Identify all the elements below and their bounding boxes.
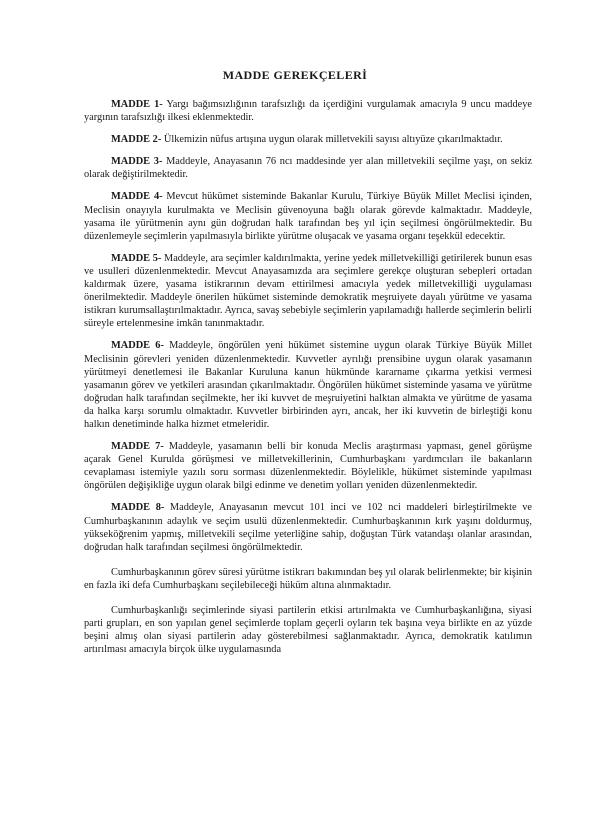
paragraph-madde-6 <box>84 339 532 431</box>
paragraph-term-limit <box>84 566 532 592</box>
page-title: MADDE GEREKÇELERİ <box>222 68 368 82</box>
paragraph-candidacy <box>84 604 532 656</box>
paragraph-madde-5 <box>84 252 532 331</box>
paragraph-label: MADDE 4- <box>111 191 163 203</box>
paragraph-label: MADDE 5- <box>111 252 162 264</box>
paragraph-label: MADDE 7- <box>111 441 164 453</box>
paragraph-madde-3 <box>84 155 532 181</box>
paragraph-label: MADDE 2- <box>111 134 162 146</box>
paragraph-text: Maddeyle, öngörülen yeni hükümet sistemine uygun olarak Türkiye Büyük Millet Meclisinin görevleri yeniden düzenlenmektedir. Kuvvetler ayrılığı prensibine uygun olarak yasamanın yürütmeyi denetlemesi ile Bakanlar Kuruluna kanun hükmünde kararname çıkarma yetkisi vermesi yasamanın görev ve yetkileri arasından çıkarılmaktadır. Öngörülen hükümet sisteminde yasama ve yürütme doğrudan halk tarafından seçilmekte, her iki kuvvet de meşruiyetini halktan almakta ve yürütme de yasama da halka karşı sorumlu olmaktadır. Kuvvetler birbirinden ayrı, ancak, her iki kuvvetin de birleştiği konu halkın denetiminde halka hizmet etmeleridir. <box>84 340 532 430</box>
paragraph-text: Maddeyle, yasamanın belli bir konuda Meclis araştırması yapması, genel görüşme açarak Genel Kurulda görüşmesi ve milletvekillerinin, Cumhurbaşkanı yardımcıları ile bakanların cevaplaması istemiyle yazılı soru sorması düzenlenmektedir. Böylelikle, hükümet sisteminde yapılması öngörülen değişikliğe uygun olarak bilgi edinme ve denetim yolları yeniden düzenlenmektedir. <box>84 441 532 492</box>
paragraph-text: Ülkemizin nüfus artışına uygun olarak milletvekili sayısı altıyüze çıkarılmaktadır. <box>161 134 503 146</box>
paragraph-text: Cumhurbaşkanının görev süresi yürütme istikrarı bakımından beş yıl olarak belirlenmekte; bir kişinin en fazla iki defa Cumhurbaşkanı seçilebileceği hüküm altına alınmaktadır. <box>84 566 532 591</box>
paragraph-label: MADDE 6- <box>111 340 164 352</box>
paragraph-madde-4 <box>84 190 532 242</box>
paragraph-madde-1 <box>84 98 532 124</box>
paragraph-text: Maddeyle, ara seçimler kaldırılmakta, yerine yedek milletvekilliği getirilerek bunun esas ve usulleri düzenlenmektedir. Mevcut Anayasamızda ara seçimlere gerekçe oluşturan sebepleri ortadan kaldırmak üzere, yasama istikrarının devam ettirilmesi amacıyla yedek milletvekilliği uygulaması önerilmektedir. Maddeyle önerilen hükümet sisteminde demokratik meşruiyete dayalı yürütme ve yasama istikrarı kurumsallaştırılmaktadır. Ayrıca, savaş sebebiyle seçimlerin yapılamadığı hallerde seçimlerin belirli süreyle ertelenmesine imkân tanınmaktadır. <box>84 252 533 330</box>
paragraph-label: MADDE 1- <box>111 99 163 110</box>
paragraph-madde-8 <box>84 501 532 553</box>
paragraph-label: MADDE 8- <box>111 502 165 514</box>
paragraph-madde-7 <box>84 440 532 492</box>
paragraph-madde-2 <box>84 133 532 146</box>
paragraph-label: MADDE 3- <box>111 156 163 168</box>
paragraph-text: Maddeyle, Anayasanın mevcut 101 inci ve 102 nci maddeleri birleştirilmekte ve Cumhurbaşkanının adaylık ve seçim usulü düzenlenmektedir. Cumhurbaşkanının kırk yaşını doldurmuş, yükseköğrenim yapmış, milletvekili seçilme yeterliğine sahip, doğuştan Türk vatandaşı olanlar arasından, doğrudan halk tarafından seçilmesi öngörülmektedir. <box>84 502 532 553</box>
paragraph-text: Cumhurbaşkanlığı seçimlerinde siyasi partilerin etkisi artırılmakta ve Cumhurbaşkanlığına, siyasi parti grupları, en son yapılan genel seçimlerde toplam geçerli oyların tek başına veya birlikte en az yüzde beşini almış olan siyasi partilerin aday gösterebilmesi sağlanmaktadır. Ayrıca, demokratik katılımın artırılması amacıyla birçok ülke uygulamasında <box>84 605 532 656</box>
paragraph-text: Maddeyle, Anayasanın 76 ncı maddesinde yer alan milletvekili seçilme yaşı, on sekiz olarak değiştirilmektedir. <box>84 156 533 181</box>
paragraph-text: Mevcut hükümet sisteminde Bakanlar Kurulu, Türkiye Büyük Millet Meclisi içinden, Meclisin onayıyla kurulmakta ve Meclisin güvenoyuna bağlı olarak görevde kalmaktadır. Maddeyle, yasama ile yürütmenin aynı gün doğrudan halk tarafından beş yıl için seçilmesi öngörülmektedir. Bu düzenlemeyle seçimlerin yapılmasıyla birlikte yürütme oluşacak ve yasama organı teşekkül edecektir. <box>84 191 532 242</box>
paragraph-text: Yargı bağımsızlığının tarafsızlığı da içerdiğini vurgulamak amacıyla 9 uncu maddeye yargının tarafsızlığı ilkesi eklenmektedir. <box>84 99 533 124</box>
document-body <box>84 98 532 665</box>
